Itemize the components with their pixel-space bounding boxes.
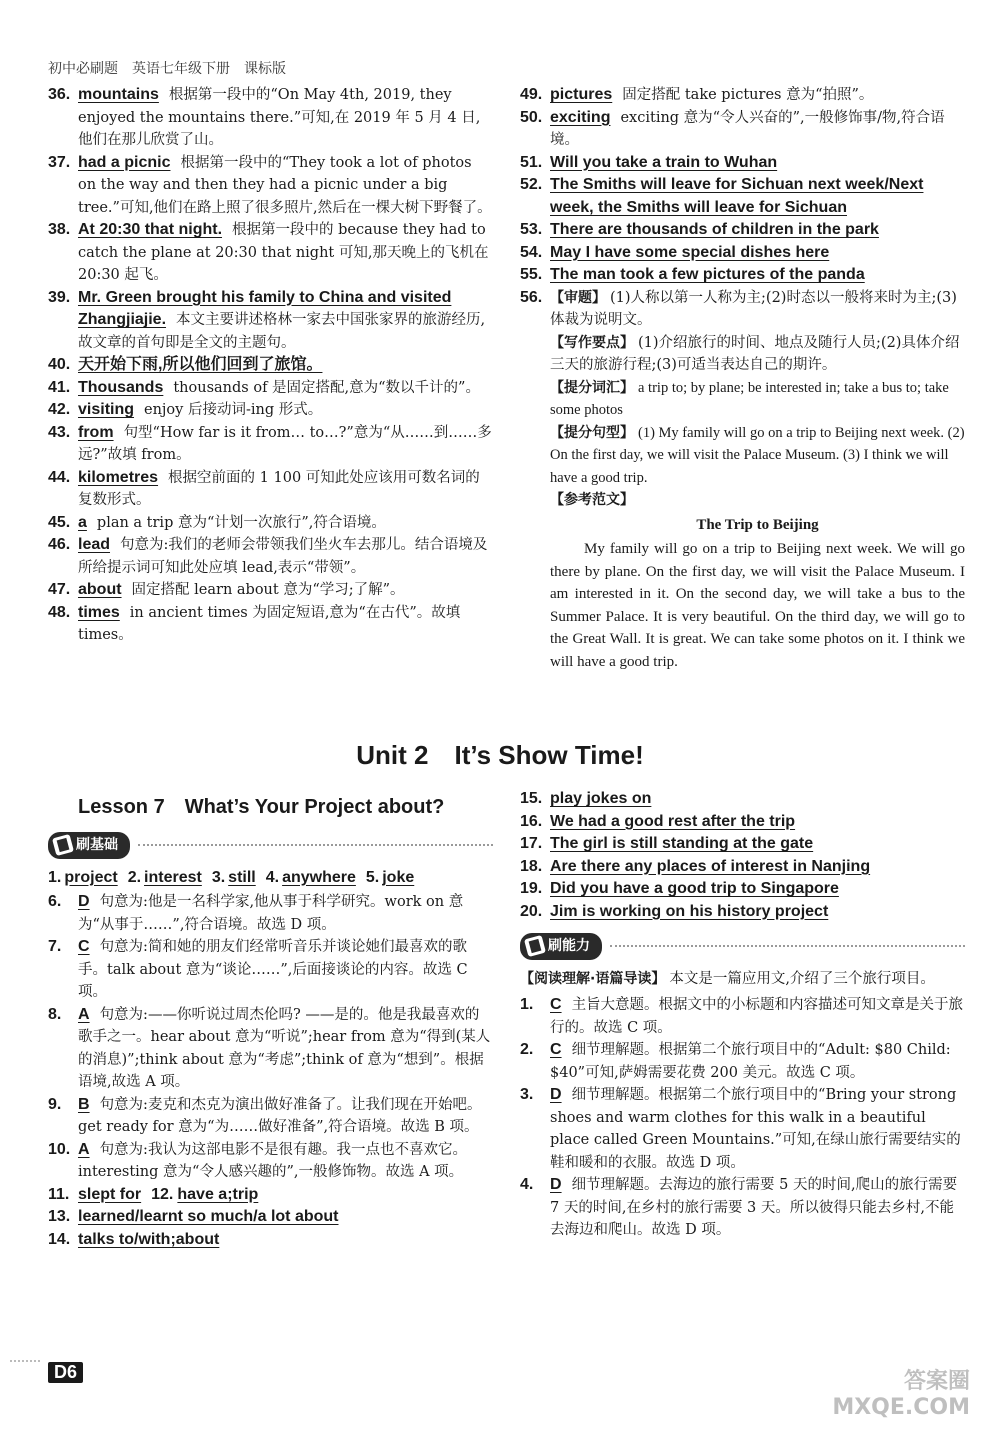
vocab-text: a trip to; by plane; be interested in; take a bus to; take some photos [550, 379, 949, 418]
item-number: 39. [48, 288, 71, 306]
item-number: 46. [48, 536, 71, 553]
answer-text: D [550, 1176, 562, 1193]
item-number: 11. [48, 1185, 70, 1203]
explanation-text: 细节理解题。去海边的旅行需要 5 天的时间,爬山的旅行需要 7 天的时间,在乡村的旅行需要 3 天。所以彼得只能去乡村,不能去海边和爬山。故选 D 项。 [550, 1177, 958, 1238]
item-number: 36. [48, 86, 71, 103]
answer-text: The man took a few pictures of the panda [550, 266, 865, 283]
answer-text: A [78, 1140, 90, 1158]
answer-text: about [78, 581, 122, 598]
answer-text: anywhere [282, 868, 356, 886]
explanation-text: 细节理解题。根据第二个旅行项目中的“Adult: $80 Child: $40”可知,萨姆需要花费 200 美元。故选 C 项。 [550, 1042, 951, 1081]
item-number: 10. [48, 1140, 71, 1158]
answer-item [48, 377, 493, 400]
item-number: 18. [520, 857, 543, 875]
answer-item [520, 264, 965, 287]
writing-points-text: (1)介绍旅行的时间、地点及随行人员;(2)具体介绍三天的旅游行程;(3)可适当表达自己的期许。 [550, 334, 960, 373]
explanation-text: thousands of 是固定搭配,意为“数以千计的”。 [173, 379, 480, 396]
answer-text: pictures [550, 86, 613, 103]
answer-text: C [78, 938, 90, 955]
answer-item [520, 84, 965, 107]
ability-section-header [520, 933, 965, 960]
answer-text: Will you take a train to Wuhan [550, 153, 778, 171]
item-number: 5. [365, 868, 380, 886]
item-number: 44. [48, 468, 71, 486]
answer-text: The Smiths will leave for Sichuan next week/Next week, the Smiths will leave for Sichuan [550, 176, 924, 216]
item-number: 40. [48, 356, 71, 373]
tag-sample: 【参考范文】 [550, 492, 634, 508]
item-number: 4. [265, 868, 280, 886]
answer-text: kilometres [78, 468, 159, 486]
explanation-text: plan a trip 意为“计划一次旅行”,符合语境。 [96, 514, 386, 531]
page-number: D6 [48, 1362, 83, 1383]
answer-item [48, 84, 493, 152]
item-number: 53. [520, 221, 543, 238]
item-number: 13. [48, 1208, 71, 1225]
explanation-text: 固定搭配 learn about 意为“学习;了解”。 [131, 582, 405, 598]
answer-item [520, 219, 965, 242]
answer-text: Thousands [78, 378, 164, 396]
basic-badge-label: 刷基础 [76, 837, 118, 853]
answer-item [48, 512, 493, 535]
answer-text: C [550, 1041, 562, 1058]
sentence-text: (1) My family will go on a trip to Beijing next week. (2) On the first day, we will visit the Palace Museum. (3) I think we will have a good trip. [550, 424, 965, 486]
item-number: 42. [48, 401, 71, 418]
answer-text: Did you have a good trip to Singapore [550, 880, 839, 897]
answer-item [520, 174, 965, 219]
answer-text: May I have some special dishes here [550, 243, 830, 261]
answer-item [520, 833, 965, 856]
answer-text: There are thousands of children in the park [550, 221, 879, 238]
tag-writing-points: 【写作要点】 [550, 334, 634, 351]
right-bottom-answers [520, 788, 965, 1242]
item-number: 52. [520, 176, 543, 193]
answer-text: have a;trip [177, 1185, 259, 1203]
answer-item [520, 1174, 965, 1242]
answer-item [48, 1229, 493, 1252]
explanation-text: 根据第一段中的“They took a lot of photos on the way and then they had a picnic under a big tree.”可知,他们在路上照了很多照片,然后在一棵大树下野餐了。 [78, 154, 492, 216]
explanation-text: exciting 意为“令人兴奋的”,一般修饰事/物,符合语境。 [550, 109, 945, 148]
answer-item [520, 811, 965, 834]
explanation-text: 句意为:我们的老师会带领我们坐火车去那儿。结合语境及所给提示词可知此处应填 lead,表示“带领”。 [78, 537, 488, 576]
answer-text: project [64, 868, 118, 886]
answer-text: a [78, 513, 87, 531]
watermark-line-1: 答案圈 [903, 1369, 970, 1394]
answer-item [48, 422, 493, 467]
answer-item [520, 242, 965, 265]
item-number: 9. [48, 1095, 62, 1113]
item-number: 51. [520, 153, 543, 171]
item-number: 45. [48, 513, 71, 531]
answer-text: times [78, 603, 120, 621]
explanation-text: 根据空前面的 1 100 可知此处应该用可数名词的复数形式。 [78, 469, 480, 508]
item-number: 3. [211, 868, 226, 886]
answer-text: The girl is still standing at the gate [550, 835, 814, 852]
item-number: 8. [48, 1005, 62, 1023]
answer-text: exciting [550, 108, 611, 126]
answer-item [48, 354, 493, 377]
answer-text: Mr. Green brought his family to China and visited Zhangjiajie. [78, 288, 452, 328]
tag-review: 【审题】 [550, 289, 606, 306]
answer-item [520, 994, 965, 1039]
left-bottom-answers [48, 832, 493, 1251]
answer-text: interest [144, 868, 202, 886]
answer-text: C [550, 996, 562, 1013]
answer-item [48, 1139, 493, 1184]
reading-intro [520, 968, 965, 991]
basic-badge [48, 832, 130, 859]
item-number: 1. [520, 996, 534, 1013]
answer-text: learned/learnt so much/a lot about [78, 1208, 339, 1225]
answer-text: We had a good rest after the trip [550, 812, 796, 830]
item-number: 3. [520, 1086, 534, 1103]
ability-badge [520, 933, 602, 960]
sample-essay [550, 538, 965, 673]
explanation-text: 句型“How far is it from… to…?”意为“从……到……多远?”故填 from。 [78, 424, 492, 463]
item-number: 2. [520, 1041, 534, 1058]
explanation-text: 本文主要讲述格林一家去中国张家界的旅游经历,故文章的首句即是全文的主题句。 [78, 312, 486, 351]
answer-item [48, 602, 493, 647]
answer-item [48, 467, 493, 512]
answer-item [520, 788, 965, 811]
item-number: 50. [520, 108, 543, 126]
answers-row-1-5 [48, 867, 493, 890]
answer-text: talks to/with;about [78, 1230, 220, 1248]
explanation-text: 句意为:他是一名科学家,他从事于科学研究。work on 意为“从事于……”,符合语境。故选 D 项。 [78, 894, 464, 933]
answer-item [48, 287, 493, 355]
explanation-text: 主旨大意题。根据文中的小标题和内容描述可知文章是关于旅行的。故选 C 项。 [550, 997, 964, 1036]
answer-item [48, 1206, 493, 1229]
answer-item [520, 1084, 965, 1174]
item-number: 20. [520, 902, 543, 920]
explanation-text: 根据第一段中的 because they had to catch the plane at 20:30 that night 可知,那天晚上的飞机在 20:30 起飞。 [78, 222, 489, 283]
answer-text: lead [78, 536, 111, 553]
explanation-text: 句意为:麦克和杰克为演出做好准备了。让我们现在开始吧。get ready for 意为“为……做好准备”,符合语境。故选 B 项。 [78, 1096, 482, 1135]
question-56 [520, 287, 965, 674]
divider [138, 844, 493, 846]
explanation-text: 句意为:我认为这部电影不是很有趣。我一点也不喜欢它。interesting 意为“令人感兴趣的”,一般修饰物。故选 A 项。 [78, 1141, 467, 1180]
explanation-text: 根据第一段中的“On May 4th, 2019, they enjoyed the mountains there.”可知,在 2019 年 5 月 4 日,他们在那儿欣赏了山。 [78, 87, 481, 148]
page-header: 初中必刷题 英语七年级下册 课标版 [48, 61, 286, 77]
item-number: 37. [48, 153, 71, 171]
answer-text: joke [382, 868, 415, 886]
divider [610, 945, 965, 947]
answer-item [520, 901, 965, 924]
item-number: 7. [48, 938, 62, 955]
basic-section-header [48, 832, 493, 859]
essay-title: The Trip to Beijing [696, 516, 819, 533]
item-number: 48. [48, 603, 71, 621]
item-number: 19. [520, 880, 543, 897]
answer-text: At 20:30 that night. [78, 221, 223, 238]
answer-item [520, 878, 965, 901]
answer-text: D [550, 1086, 562, 1103]
answer-item [48, 1184, 493, 1207]
explanation-text: 句意为:——你听说过周杰伦吗? ——是的。他是我最喜欢的歌手之一。hear about 意为“听说”;hear from 意为“得到(某人的消息)”;think about 意为“考虑”;think of 意为“想到”。根据语境,故选 A 项。 [78, 1006, 491, 1090]
answer-item [520, 856, 965, 879]
ability-badge-label: 刷能力 [548, 938, 590, 954]
answer-text: visiting [78, 401, 135, 418]
answer-text: still [228, 868, 256, 886]
explanation-text: 细节理解题。根据第二个旅行项目中的“Bring your strong shoes and warm clothes for this walk in a beautiful place called Green Mountains.”可知,在绿山旅行需要结实的鞋和暖和的衣服。故选 D 项。 [550, 1087, 961, 1171]
explanation-text: in ancient times 为固定短语,意为“在古代”。故填 times。 [78, 604, 461, 643]
answer-text: Are there any places of interest in Nanjing [550, 857, 871, 875]
item-number: 12. [151, 1185, 174, 1203]
tag-sentence: 【提分句型】 [550, 424, 634, 441]
right-top-answers [520, 84, 965, 673]
unit-title: Unit 2 It’s Show Time! [356, 740, 644, 770]
explanation-text: 固定搭配 take pictures 意为“拍照”。 [622, 87, 874, 103]
answer-item [48, 1094, 493, 1139]
answer-item [48, 399, 493, 422]
essay-body: My family will go on a trip to Beijing next week. We will go there by plane. On the first day, we will visit the Palace Museum. I am interested in it. On the second day, we will take a bus to the Summer Palace. It is very beautiful. On the third day, we will go to the Great Wall. It is great. We can take some photos on it. I think we will have a good trip. [550, 541, 965, 670]
item-number: 16. [520, 812, 543, 830]
item-number: 1. [48, 868, 62, 886]
answer-item [48, 152, 493, 220]
item-number: 6. [48, 893, 62, 910]
tag-vocab: 【提分词汇】 [550, 379, 634, 396]
lesson-title: Lesson 7 What’s Your Project about? [78, 796, 445, 818]
reading-tag: 【阅读理解·语篇导读】 [520, 970, 666, 987]
watermark [832, 1369, 970, 1421]
answer-item [48, 936, 493, 1004]
answer-item [48, 1004, 493, 1094]
item-number: 17. [520, 835, 543, 852]
item-number: 14. [48, 1230, 71, 1248]
answer-item [520, 1039, 965, 1084]
answer-text: Jim is working on his history project [550, 902, 829, 920]
brush-icon [524, 935, 546, 957]
brush-icon [52, 834, 74, 856]
answer-text: D [78, 893, 90, 910]
answer-text: 天开始下雨,所以他们回到了旅馆。 [78, 356, 323, 373]
item-number: 47. [48, 581, 71, 598]
explanation-text: 句意为:简和她的朋友们经常听音乐并谈论她们最喜欢的歌手。talk about 意为“谈论……”,后面接谈论的内容。故选 C 项。 [78, 939, 468, 1000]
answer-text: A [78, 1005, 90, 1023]
answer-text: from [78, 423, 114, 441]
item-number: 56. [520, 288, 543, 306]
watermark-line-2: MXQE.COM [832, 1395, 970, 1420]
answer-item [520, 152, 965, 175]
item-number: 15. [520, 790, 543, 807]
item-number: 2. [127, 868, 142, 886]
review-text: (1)人称以第一人称为主;(2)时态以一般将来时为主;(3)体裁为说明文。 [550, 289, 957, 328]
item-number: 49. [520, 86, 543, 103]
item-number: 41. [48, 378, 71, 396]
answer-text: B [78, 1095, 90, 1113]
explanation-text: enjoy 后接动词-ing 形式。 [144, 402, 323, 418]
answer-item [48, 891, 493, 936]
answer-item [48, 579, 493, 602]
answer-item [48, 219, 493, 287]
corner-dots [10, 1360, 40, 1382]
answer-text: slept for [78, 1185, 142, 1203]
answer-text: mountains [78, 86, 159, 103]
answer-item [48, 534, 493, 579]
answer-item [520, 107, 965, 152]
item-number: 38. [48, 221, 71, 238]
item-number: 4. [520, 1176, 534, 1193]
item-number: 54. [520, 243, 543, 261]
answer-text: play jokes on [550, 790, 652, 807]
item-number: 55. [520, 266, 543, 283]
item-number: 43. [48, 423, 71, 441]
left-top-answers [48, 84, 493, 647]
answer-text: had a picnic [78, 153, 171, 171]
reading-intro-text: 本文是一篇应用文,介绍了三个旅行项目。 [669, 970, 935, 987]
